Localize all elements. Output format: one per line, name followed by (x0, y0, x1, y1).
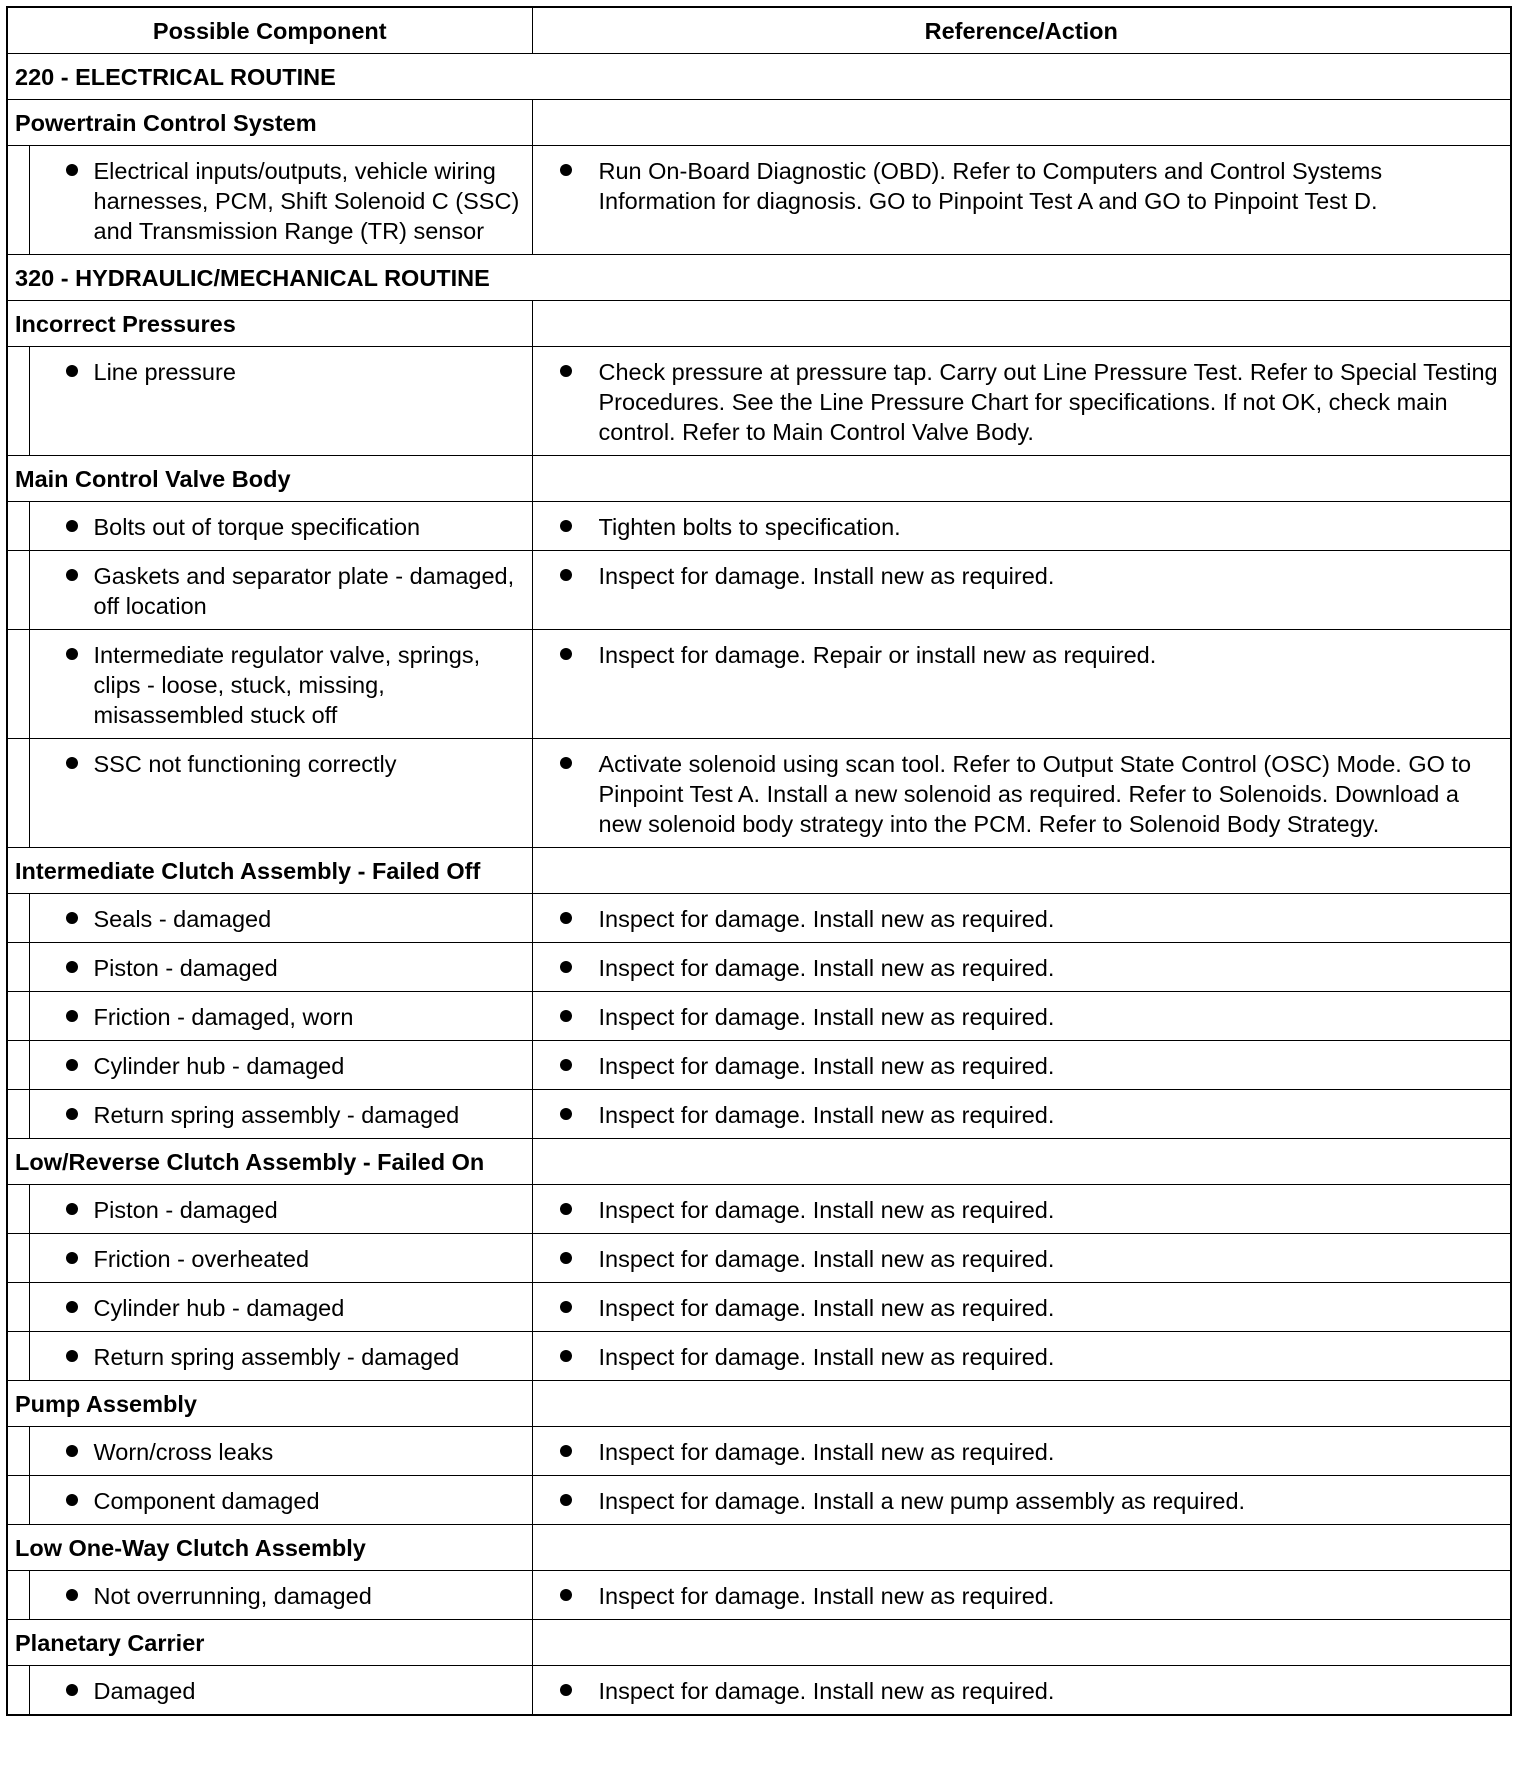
bullet-line (30, 512, 520, 542)
component-cell-text: Return spring assembly - damaged (93, 1102, 460, 1128)
component-cell-text: Return spring assembly - damaged (93, 1344, 460, 1370)
bullet-line (30, 1100, 520, 1130)
indent-cell (7, 630, 29, 739)
group-row (7, 848, 1511, 894)
component-cell-text: Electrical inputs/outputs, vehicle wiring harnesses, PCM, Shift Solenoid C (SSC) and Transmission Range (TR) sensor (93, 158, 520, 244)
bullet-line (533, 1100, 1499, 1130)
indent-cell (7, 1476, 29, 1525)
group-row (7, 301, 1511, 347)
action-cell (532, 551, 1511, 630)
bullet-line (30, 357, 520, 387)
component-cell-text: Bolts out of torque specification (93, 514, 421, 540)
component-cell-text: Gaskets and separator plate - damaged, off location (93, 563, 515, 619)
bullet-icon (560, 757, 572, 769)
bullet-line (533, 1002, 1499, 1032)
indent-cell (7, 1332, 29, 1381)
group-reference-empty (532, 301, 1511, 347)
bullet-line (30, 1676, 520, 1706)
bullet-line (533, 357, 1499, 447)
action-cell (532, 146, 1511, 255)
bullet-icon (66, 1108, 78, 1120)
component-cell (29, 1666, 532, 1716)
action-cell (532, 1332, 1511, 1381)
action-cell (532, 630, 1511, 739)
bullet-icon (560, 1301, 572, 1313)
action-cell-text: Inspect for damage. Install new as required. (598, 1246, 1055, 1272)
bullet-line (30, 953, 520, 983)
bullet-icon (560, 164, 572, 176)
component-cell (29, 1041, 532, 1090)
action-cell-text: Inspect for damage. Install new as required. (598, 1197, 1055, 1223)
bullet-icon (560, 961, 572, 973)
action-cell-text: Activate solenoid using scan tool. Refer to Output State Control (OSC) Mode. GO to Pinpoint Test A. Install a new solenoid as required. Refer to Solenoids. Download a new solenoid body strategy into the PCM. Refer to Solenoid Body Strategy. (598, 751, 1472, 837)
bullet-line (533, 640, 1499, 670)
table-row (7, 1571, 1511, 1620)
action-cell-text: Inspect for damage. Repair or install new as required. (598, 642, 1157, 668)
indent-cell (7, 1571, 29, 1620)
indent-cell (7, 551, 29, 630)
component-cell (29, 630, 532, 739)
component-cell (29, 1427, 532, 1476)
indent-cell (7, 1041, 29, 1090)
indent-cell (7, 1427, 29, 1476)
bullet-line (533, 1195, 1499, 1225)
component-cell (29, 1571, 532, 1620)
bullet-line (30, 1437, 520, 1467)
component-cell-text: Friction - damaged, worn (93, 1004, 354, 1030)
action-cell (532, 502, 1511, 551)
table-row (7, 630, 1511, 739)
component-cell (29, 894, 532, 943)
component-cell-text: Cylinder hub - damaged (93, 1053, 345, 1079)
bullet-icon (66, 912, 78, 924)
component-cell (29, 943, 532, 992)
bullet-icon (66, 1203, 78, 1215)
action-cell-text: Check pressure at pressure tap. Carry out Line Pressure Test. Refer to Special Testing Procedures. See the Line Pressure Chart for specifications. If not OK, check main control. Refer to Main Control Valve Body. (598, 359, 1498, 445)
action-cell-text: Inspect for damage. Install new as required. (598, 563, 1055, 589)
component-cell (29, 1476, 532, 1525)
table-row (7, 894, 1511, 943)
action-cell-text: Inspect for damage. Install new as required. (598, 1583, 1055, 1609)
table-row (7, 1041, 1511, 1090)
action-cell-text: Inspect for damage. Install new as required. (598, 1295, 1055, 1321)
action-cell (532, 1666, 1511, 1716)
component-cell-text: Intermediate regulator valve, springs, clips - loose, stuck, missing, misassembled stuck off (93, 642, 481, 728)
bullet-icon (560, 648, 572, 660)
component-cell-text: Piston - damaged (93, 955, 278, 981)
bullet-line (533, 749, 1499, 839)
component-cell-text: Line pressure (93, 359, 236, 385)
component-cell-text: SSC not functioning correctly (93, 751, 397, 777)
component-cell (29, 992, 532, 1041)
indent-cell (7, 894, 29, 943)
bullet-line (533, 156, 1499, 216)
indent-cell (7, 1090, 29, 1139)
bullet-icon (66, 1010, 78, 1022)
table-row (7, 551, 1511, 630)
bullet-line (533, 1244, 1499, 1274)
group-title: Low One-Way Clutch Assembly (7, 1525, 532, 1571)
bullet-line (533, 904, 1499, 934)
action-cell-text: Inspect for damage. Install new as required. (598, 1678, 1055, 1704)
table-row (7, 739, 1511, 848)
group-title: Main Control Valve Body (7, 456, 532, 502)
bullet-line (30, 1244, 520, 1274)
action-cell-text: Inspect for damage. Install new as required. (598, 1344, 1055, 1370)
bullet-line (533, 1486, 1499, 1516)
table-row (7, 1427, 1511, 1476)
bullet-icon (66, 1059, 78, 1071)
table-row (7, 943, 1511, 992)
table-row (7, 1234, 1511, 1283)
group-title: Powertrain Control System (7, 100, 532, 146)
component-cell-text: Seals - damaged (93, 906, 272, 932)
bullet-line (30, 904, 520, 934)
group-reference-empty (532, 1139, 1511, 1185)
group-title: Intermediate Clutch Assembly - Failed Off (7, 848, 532, 894)
action-cell (532, 739, 1511, 848)
indent-cell (7, 146, 29, 255)
action-cell (532, 992, 1511, 1041)
group-reference-empty (532, 100, 1511, 146)
bullet-line (533, 1676, 1499, 1706)
bullet-icon (66, 164, 78, 176)
bullet-line (533, 1293, 1499, 1323)
bullet-icon (66, 1350, 78, 1362)
table-row (7, 1283, 1511, 1332)
indent-cell (7, 992, 29, 1041)
bullet-line (533, 1581, 1499, 1611)
bullet-icon (560, 520, 572, 532)
bullet-line (533, 561, 1499, 591)
group-title: Planetary Carrier (7, 1620, 532, 1666)
bullet-line (30, 640, 520, 730)
table-header-row (7, 7, 1511, 54)
group-row (7, 100, 1511, 146)
bullet-icon (66, 1445, 78, 1457)
component-cell (29, 1185, 532, 1234)
bullet-line (30, 1342, 520, 1372)
action-cell (532, 1090, 1511, 1139)
bullet-icon (66, 365, 78, 377)
bullet-icon (560, 569, 572, 581)
bullet-icon (66, 1252, 78, 1264)
bullet-line (30, 749, 520, 779)
bullet-line (30, 1486, 520, 1516)
bullet-icon (560, 1203, 572, 1215)
component-cell (29, 347, 532, 456)
component-cell (29, 1283, 532, 1332)
action-cell-text: Inspect for damage. Install a new pump assembly as required. (598, 1488, 1246, 1514)
action-cell (532, 1476, 1511, 1525)
component-cell (29, 1234, 532, 1283)
indent-cell (7, 1185, 29, 1234)
indent-cell (7, 1283, 29, 1332)
group-reference-empty (532, 1620, 1511, 1666)
group-title: Pump Assembly (7, 1381, 532, 1427)
bullet-line (30, 1195, 520, 1225)
table-row (7, 1476, 1511, 1525)
bullet-line (30, 156, 520, 246)
action-cell-text: Run On-Board Diagnostic (OBD). Refer to Computers and Control Systems Information for diagnosis. GO to Pinpoint Test A and GO to Pinpoint Test D. (598, 158, 1383, 214)
bullet-icon (560, 1445, 572, 1457)
group-reference-empty (532, 1381, 1511, 1427)
bullet-line (30, 1051, 520, 1081)
action-cell-text: Inspect for damage. Install new as required. (598, 906, 1055, 932)
action-cell-text: Inspect for damage. Install new as required. (598, 1004, 1055, 1030)
group-row (7, 1381, 1511, 1427)
action-cell (532, 1427, 1511, 1476)
bullet-line (30, 1581, 520, 1611)
bullet-icon (66, 520, 78, 532)
component-cell-text: Friction - overheated (93, 1246, 310, 1272)
indent-cell (7, 1234, 29, 1283)
bullet-icon (560, 1010, 572, 1022)
group-reference-empty (532, 1525, 1511, 1571)
bullet-icon (560, 1494, 572, 1506)
bullet-icon (66, 1589, 78, 1601)
group-row (7, 456, 1511, 502)
bullet-icon (560, 1350, 572, 1362)
bullet-icon (560, 1108, 572, 1120)
bullet-icon (66, 1301, 78, 1313)
action-cell (532, 894, 1511, 943)
component-cell (29, 739, 532, 848)
indent-cell (7, 739, 29, 848)
group-reference-empty (532, 456, 1511, 502)
bullet-icon (66, 961, 78, 973)
group-reference-empty (532, 848, 1511, 894)
bullet-icon (66, 757, 78, 769)
bullet-line (30, 1293, 520, 1323)
component-cell-text: Cylinder hub - damaged (93, 1295, 345, 1321)
header-reference-action: Reference/Action (532, 7, 1511, 54)
bullet-icon (560, 1059, 572, 1071)
component-cell-text: Worn/cross leaks (93, 1439, 274, 1465)
component-cell (29, 1332, 532, 1381)
component-cell-text: Piston - damaged (93, 1197, 278, 1223)
diagnosis-page (6, 6, 1510, 1716)
group-title: Incorrect Pressures (7, 301, 532, 347)
table-row (7, 992, 1511, 1041)
bullet-icon (560, 365, 572, 377)
bullet-icon (560, 1252, 572, 1264)
action-cell-text: Inspect for damage. Install new as required. (598, 1053, 1055, 1079)
bullet-line (533, 1342, 1499, 1372)
indent-cell (7, 1666, 29, 1716)
bullet-icon (560, 1684, 572, 1696)
group-row (7, 1525, 1511, 1571)
bullet-line (533, 1437, 1499, 1467)
action-cell (532, 347, 1511, 456)
group-row (7, 1620, 1511, 1666)
action-cell (532, 943, 1511, 992)
table-row (7, 347, 1511, 456)
action-cell (532, 1571, 1511, 1620)
bullet-line (533, 953, 1499, 983)
table-row (7, 1666, 1511, 1716)
component-cell (29, 146, 532, 255)
action-cell (532, 1185, 1511, 1234)
action-cell-text: Tighten bolts to specification. (598, 514, 901, 540)
bullet-icon (66, 648, 78, 660)
section-title: 220 - ELECTRICAL ROUTINE (7, 54, 1511, 100)
bullet-line (533, 1051, 1499, 1081)
indent-cell (7, 347, 29, 456)
action-cell-text: Inspect for damage. Install new as required. (598, 955, 1055, 981)
action-cell (532, 1283, 1511, 1332)
component-cell (29, 551, 532, 630)
group-title: Low/Reverse Clutch Assembly - Failed On (7, 1139, 532, 1185)
bullet-line (30, 1002, 520, 1032)
action-cell (532, 1041, 1511, 1090)
bullet-icon (66, 1494, 78, 1506)
bullet-icon (560, 1589, 572, 1601)
indent-cell (7, 943, 29, 992)
component-cell-text: Damaged (93, 1678, 196, 1704)
action-cell-text: Inspect for damage. Install new as required. (598, 1102, 1055, 1128)
section-title: 320 - HYDRAULIC/MECHANICAL ROUTINE (7, 255, 1511, 301)
table-row (7, 1332, 1511, 1381)
action-cell-text: Inspect for damage. Install new as required. (598, 1439, 1055, 1465)
table-row (7, 146, 1511, 255)
indent-cell (7, 502, 29, 551)
diagnosis-table (6, 6, 1512, 1716)
bullet-icon (66, 1684, 78, 1696)
component-cell (29, 502, 532, 551)
table-row (7, 502, 1511, 551)
table-body (7, 54, 1511, 1716)
component-cell (29, 1090, 532, 1139)
header-possible-component: Possible Component (7, 7, 532, 54)
section-row (7, 255, 1511, 301)
bullet-icon (560, 912, 572, 924)
component-cell-text: Not overrunning, damaged (93, 1583, 372, 1609)
group-row (7, 1139, 1511, 1185)
section-row (7, 54, 1511, 100)
bullet-line (30, 561, 520, 621)
table-row (7, 1185, 1511, 1234)
bullet-icon (66, 569, 78, 581)
component-cell-text: Component damaged (93, 1488, 320, 1514)
action-cell (532, 1234, 1511, 1283)
bullet-line (533, 512, 1499, 542)
table-row (7, 1090, 1511, 1139)
